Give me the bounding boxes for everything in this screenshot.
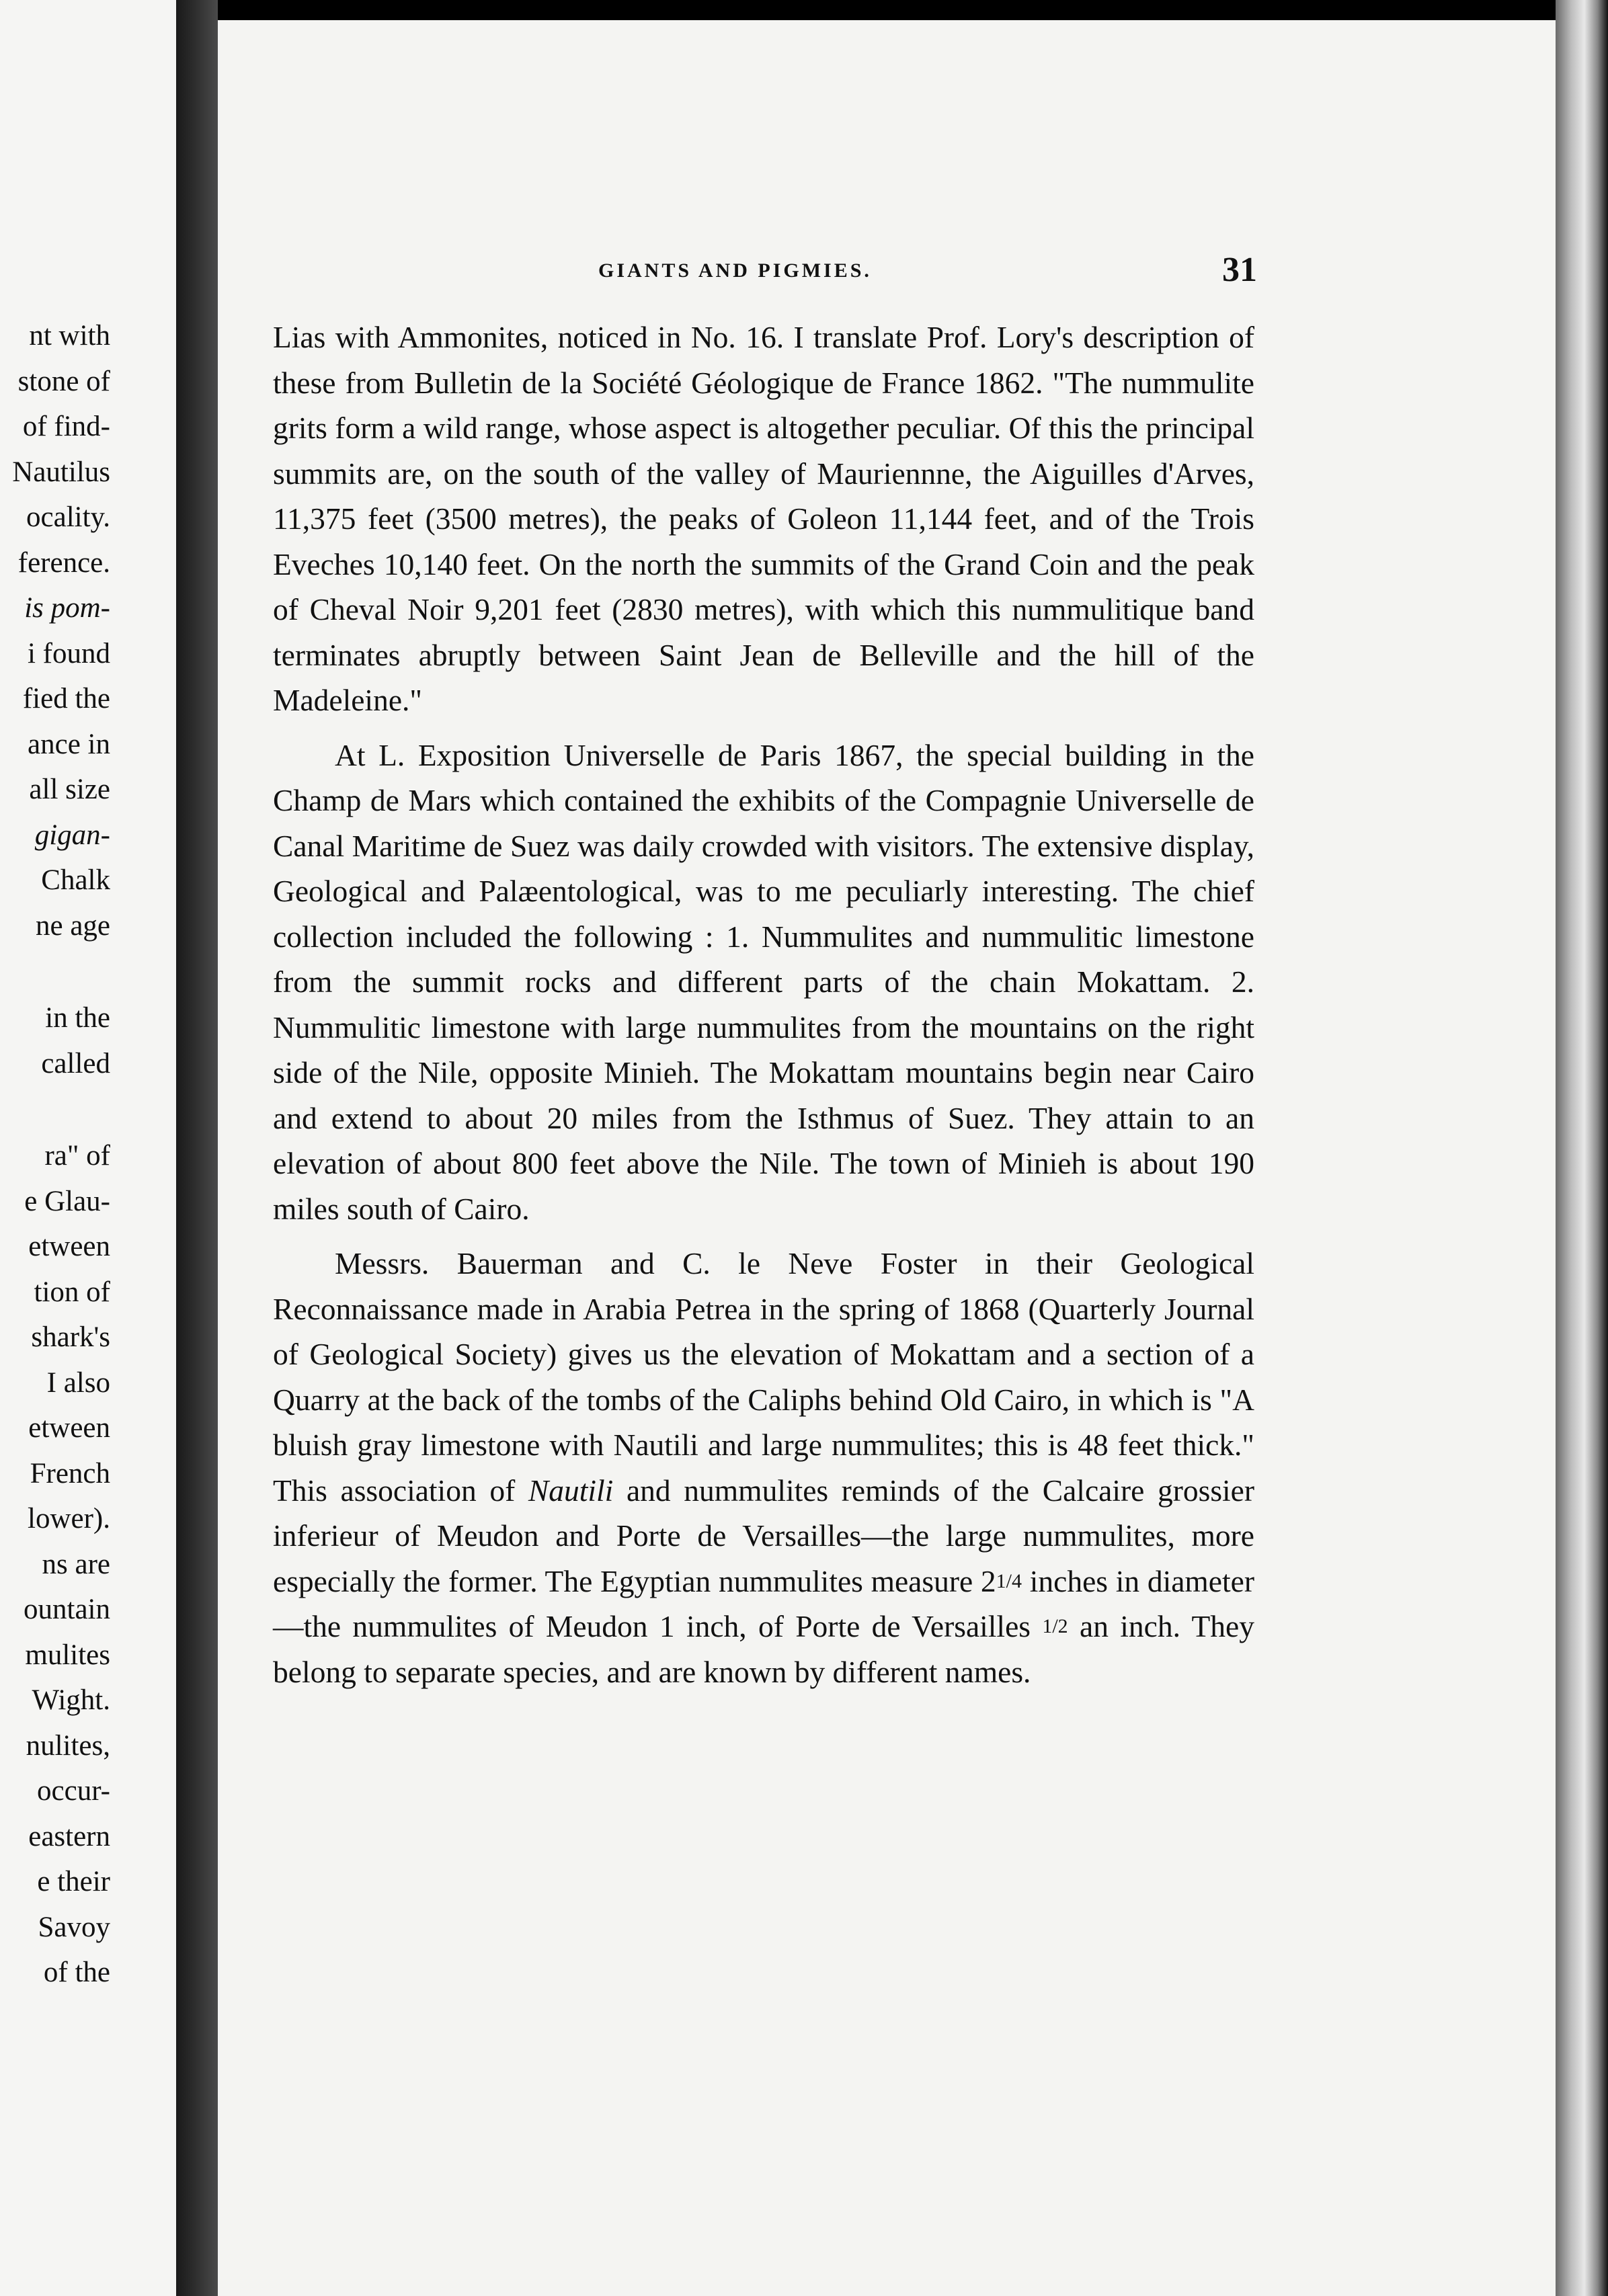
- left-page-line-fragment: called: [41, 1047, 110, 1079]
- left-page-line-fragment: ocality.: [26, 501, 110, 533]
- left-page-line-fragment: etween: [28, 1231, 110, 1262]
- paragraph-3-part-c: inches in diameter—the nummulites of Meudon 1 inch, of Porte de Versailles: [273, 1563, 1254, 1643]
- left-page-line-fragment: etween: [28, 1412, 110, 1444]
- left-page-line-fragment: nt with: [29, 320, 110, 352]
- left-page-line-fragment: nulites,: [26, 1729, 110, 1762]
- book-gutter: [176, 0, 218, 2296]
- left-page-line-fragment: ns are: [42, 1548, 110, 1580]
- left-page-line-fragment: Wight.: [32, 1684, 110, 1716]
- paragraph-3-part-d: an inch. They belong to separate species, and are known by different names.: [273, 1609, 1255, 1689]
- left-page-line-fragment: is pom-: [24, 592, 110, 624]
- fraction-half: 1/2: [1042, 1615, 1068, 1637]
- paragraph-2: At L. Exposition Universelle de Paris 1867, the special building in the Champ de Mars which contained the exhibits of the Compagnie Universelle de Canal Maritime de Suez was daily crowded with visitors. The extensive display, Geological and Palæentological, was to me peculiarly interesting. The chief collection included the following : 1. Nummulites and nummulitic limestone from the summit rocks and different parts of the chain Mokattam. 2. Nummulitic limestone with large nummulites from the mountains on the right side of the Nile, opposite Minieh. The Mokattam mountains begin near Cairo and extend to about 20 miles from the Isthmus of Suez. They attain to an elevation of about 800 feet above the Nile. The town of Minieh is about 190 miles south of Cairo.: [273, 737, 1254, 1226]
- left-page-line-fragment: ountain: [24, 1594, 110, 1625]
- left-page-line-fragment: occur-: [37, 1775, 110, 1807]
- left-page-line-fragment: ra" of: [44, 1140, 110, 1172]
- left-page-line-fragment: Nautilus: [12, 456, 110, 488]
- italic-nautili: Nautili: [528, 1473, 614, 1508]
- running-title: GIANTS AND PIGMIES.: [598, 259, 872, 282]
- page-number: 31: [1222, 251, 1257, 289]
- left-page-line-fragment: Chalk: [41, 864, 110, 896]
- left-page-line-fragment: in the: [45, 1002, 110, 1034]
- left-page-line-fragment: ference.: [17, 546, 110, 579]
- left-page-line-fragment: French: [30, 1457, 110, 1489]
- left-page-line-fragment: of find-: [22, 411, 110, 442]
- left-page-line-fragment: of the: [43, 1957, 110, 1988]
- left-page-line-fragment: ance in: [28, 728, 110, 760]
- left-page-line-fragment: gigan-: [34, 819, 110, 851]
- left-page-line-fragment: all size: [29, 774, 110, 805]
- page-header: [269, 250, 1257, 297]
- left-page-line-fragment: stone of: [17, 365, 110, 397]
- body-text: [273, 315, 1254, 1694]
- paragraph-3-part-a: Messrs. Bauerman and C. le Neve Foster in their Geological Reconnaissance made in Arabia Petrea in the spring of 1868 (Quarterly Journal of Geological Society) gives us the elevation of Mokattam and a section of a Quarry at the back of the tombs of the Caliphs behind Old Cairo, in which is "A bluish gray limestone with Nautili and large nummulites; this is 48 feet thick." This association of: [273, 1246, 1254, 1508]
- left-page-line-fragment: i found: [27, 637, 110, 669]
- left-page-line-fragment: Savoy: [38, 1911, 110, 1943]
- left-page-line-fragment: tion of: [34, 1276, 110, 1308]
- left-page-line-fragment: I also: [46, 1366, 110, 1399]
- left-facing-page: [0, 0, 176, 2296]
- left-page-line-fragment: lower).: [28, 1503, 110, 1534]
- fraction-quarter: 1/4: [996, 1569, 1022, 1592]
- paragraph-3-part-b: and nummulites reminds of the Calcaire grossier inferieur of Meudon and Porte de Versailles—the large nummulites, more especially the former. The Egyptian nummulites measure 2: [273, 1473, 1255, 1598]
- paragraph-3: [273, 1241, 1254, 1694]
- left-page-line-fragment: fied the: [22, 683, 110, 714]
- page-edge: [1556, 0, 1608, 2296]
- left-page-line-fragment: e their: [37, 1866, 110, 1897]
- left-page-line-fragment: shark's: [31, 1321, 110, 1353]
- left-page-line-fragment: eastern: [28, 1820, 110, 1852]
- left-page-line-fragment: ne age: [35, 909, 110, 942]
- left-page-line-fragment: e Glau-: [24, 1185, 110, 1217]
- left-page-line-fragment: mulites: [25, 1639, 110, 1671]
- paragraph-1: Lias with Ammonites, noticed in No. 16. I translate Prof. Lory's description of these from Bulletin de la Société Géologique de France 1862. "The nummulite grits form a wild range, whose aspect is altogether peculiar. Of this the principal summits are, on the south of the valley of Mauriennne, the Aiguilles d'Arves, 11,375 feet (3500 metres), the peaks of Goleon 11,144 feet, and of the Trois Eveches 10,140 feet. On the north the summits of the Grand Coin and the peak of Cheval Noir 9,201 feet (2830 metres), with which this nummulitique band terminates abruptly between Saint Jean de Belleville and the hill of the Madeleine.": [273, 320, 1254, 717]
